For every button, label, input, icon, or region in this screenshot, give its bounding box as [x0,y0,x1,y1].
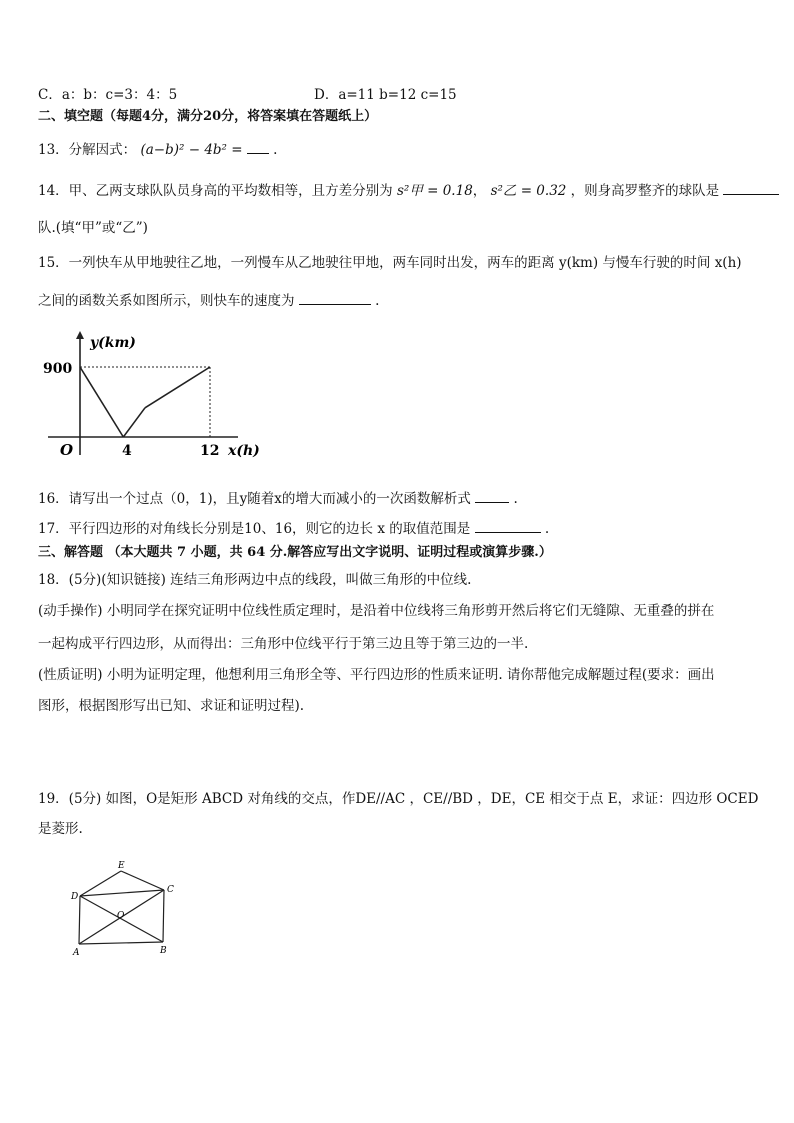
q15-end: . [375,293,380,309]
section-solve-heading: 三、解答题 （本大题共 7 小题，共 64 分.解答应写出文字说明、证明过程或演算步骤.） [38,545,552,560]
question-14-line1 [38,180,779,201]
question-19-line1: 19．(5分) 如图，O是矩形 ABCD 对角线的交点，作DE//AC ，CE//BD ，DE，CE 相交于点 E，求证：四边形 OCED [38,791,759,807]
q13-expression: (a−b)² − 4b² = [140,142,243,158]
y-axis-arrow [76,331,84,339]
y-axis-label: y(km) [90,335,136,351]
q13-number: 13．分解因式： [38,142,137,158]
q14-text-a: 14．甲、乙两支球队队员身高的平均数相等，且方差分别为 [38,183,393,199]
q16-end: . [513,491,518,507]
question-18-line1: 18．(5分)(知识链接) 连结三角形两边中点的线段，叫做三角形的中位线. [38,572,472,588]
graph-lines [48,331,238,455]
q13-end: . [273,142,278,158]
q14-text-b: ，则身高罗整齐的球队是 [570,183,720,199]
rectangle-figure [66,858,186,958]
point-d-label: D [71,892,79,902]
question-18-line4: (性质证明) 小明为证明定理，他想利用三角形全等、平行四边形的性质来证明. 请你帮他完成解题过程(要求：画出 [38,667,715,683]
origin-label: O [60,441,74,459]
section-fill-blank-heading: 二、填空题（每题4分，满分20分，将答案填在答题纸上） [38,109,378,124]
y-tick-900: 900 [43,361,73,377]
question-17 [38,518,549,539]
q15-text: 之间的函数关系如图所示，则快车的速度为 [38,293,295,309]
graph-segment-2 [123,408,145,437]
distance-time-graph [38,325,268,465]
question-18-line2: (动手操作) 小明同学在探究证明中位线性质定理时，是沿着中位线将三角形剪开然后将它们无缝隙、无重叠的拼在 [38,603,715,619]
q14-variance-jia: s²甲 = 0.18 [396,183,473,199]
question-18-line5: 图形，根据图形写出已知、求证和证明过程). [38,698,305,714]
q17-text: 17．平行四边形的对角线长分别是10、16，则它的边长 x 的取值范围是 [38,521,471,537]
graph-segment-1 [80,367,123,437]
x-axis-label: x(h) [228,443,260,459]
option-c: C．a：b：c=3：4：5 [38,87,178,103]
point-e-label: E [118,861,125,871]
point-a-label: A [73,948,80,958]
q17-answer-blank[interactable] [475,518,541,533]
x-tick-4: 4 [122,443,132,459]
q14-answer-blank[interactable] [723,180,779,195]
q17-end: . [544,521,550,537]
q16-text: 16．请写出一个过点（0，1)，且y随着x的增大而减小的一次函数解析式 [38,491,471,507]
question-14-line2: 队.(填“甲”或“乙”) [38,220,148,236]
question-15-line2 [38,290,379,311]
point-o-label: O [117,911,125,921]
question-15-line1: 15．一列快车从甲地驶往乙地，一列慢车从乙地驶往甲地，两车同时出发，两车的距离 y(km) 与慢车行驶的时间 x(h) [38,255,742,271]
point-c-label: C [167,885,174,895]
q14-variance-yi: s²乙 = 0.32 [490,183,567,199]
option-d: D．a=11 b=12 c=15 [314,87,457,103]
x-tick-12: 12 [200,443,220,459]
question-13 [38,139,277,160]
q16-answer-blank[interactable] [475,488,509,503]
q14-separator: ， [472,183,487,199]
q15-answer-blank[interactable] [299,290,371,305]
question-16 [38,488,518,509]
q13-answer-blank[interactable] [247,139,269,154]
point-b-label: B [160,946,167,956]
question-18-line3: 一起构成平行四边形，从而得出：三角形中位线平行于第三边且等于第三边的一半. [38,636,529,652]
graph-segment-3 [145,367,210,408]
question-19-line2: 是菱形. [38,821,83,837]
